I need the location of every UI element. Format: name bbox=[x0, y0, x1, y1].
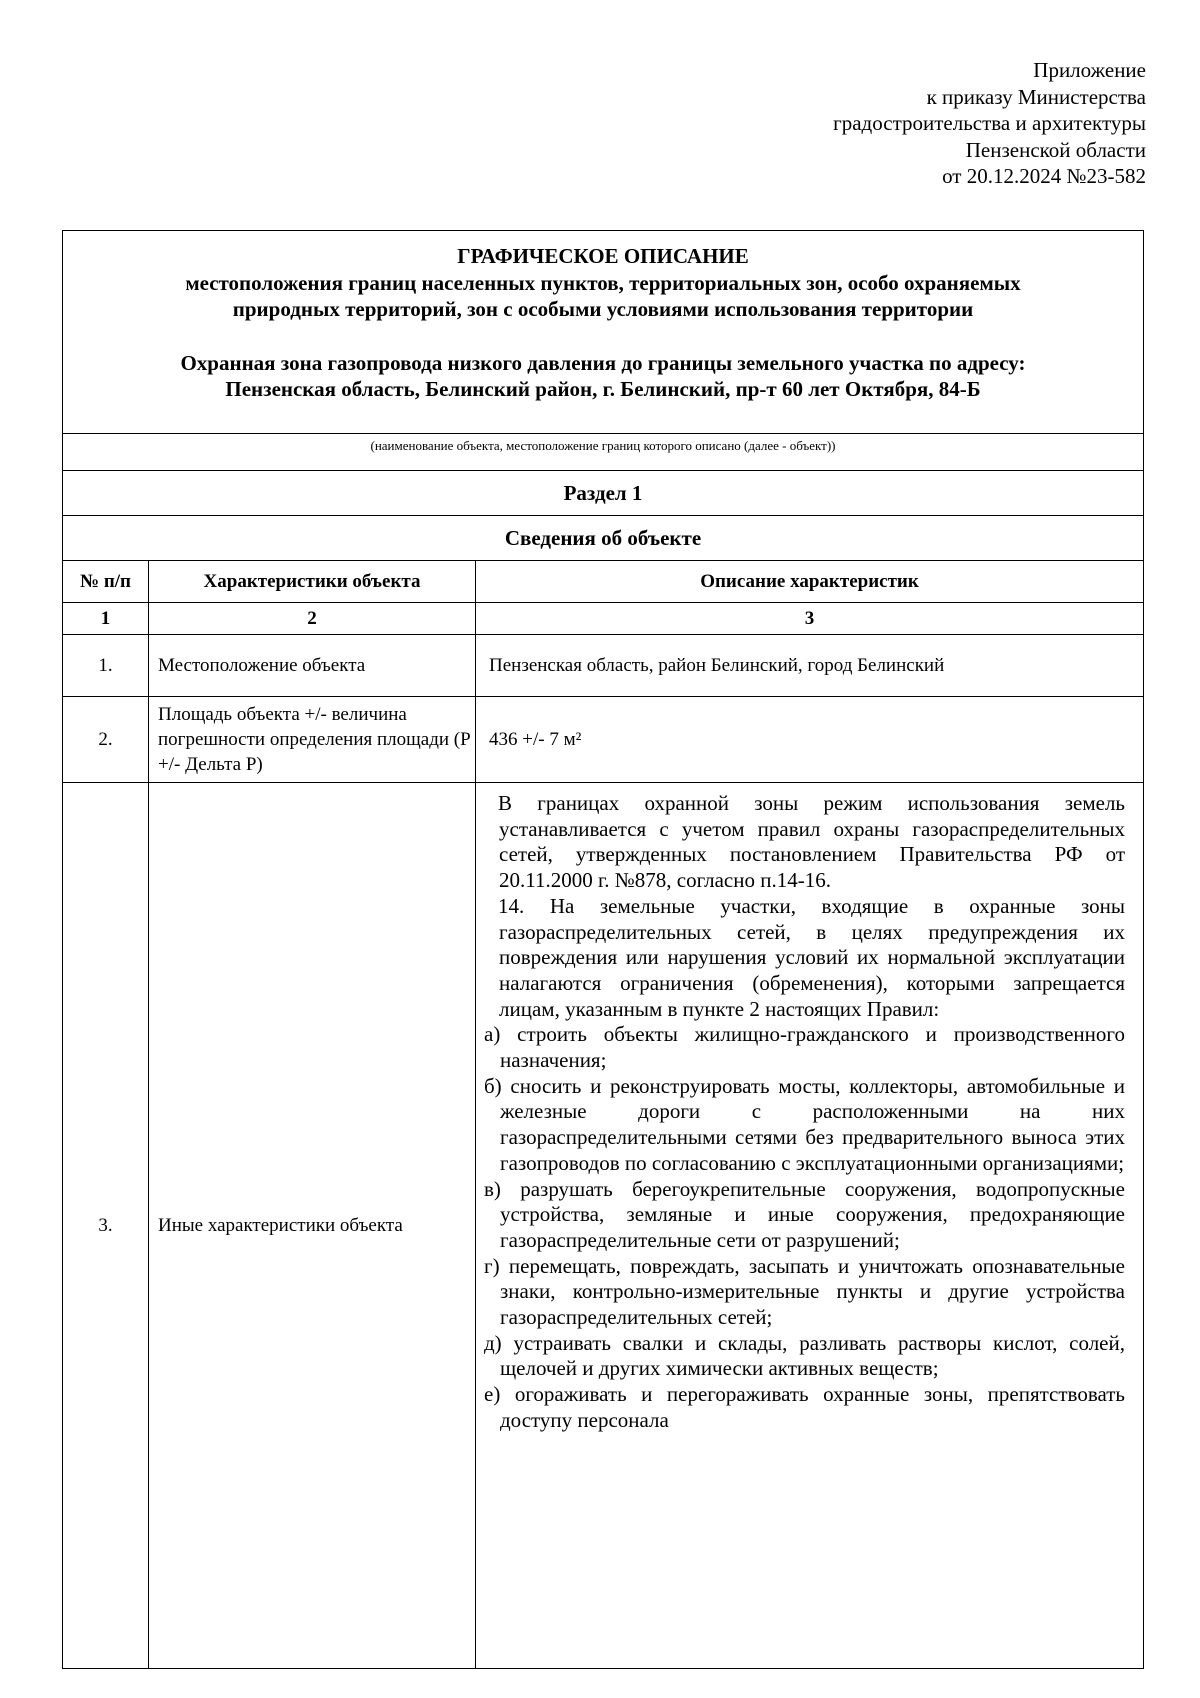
row-number: 1. bbox=[63, 635, 149, 696]
column-number: 3 bbox=[804, 607, 815, 629]
document-title-block bbox=[63, 231, 1143, 323]
row-number: 3. bbox=[63, 783, 149, 1668]
row-characteristic: Площадь объекта +/- величина погрешности определения площади (Р +/- Дельта Р) bbox=[149, 697, 476, 782]
table-row bbox=[63, 635, 1143, 697]
row-characteristic: Иные характеристики объекта bbox=[149, 783, 476, 1668]
section-title: Раздел 1 bbox=[63, 471, 1143, 516]
description-paragraph: 14. На земельные участки, входящие в охранные зоны газораспределительных сетей, в целях предупреждения их повреждения или нарушения условий их нормальной эксплуатации налагаются ограничения (обременения), которыми запрещается лицам, указанным в пункте 2 настоящих Правил: bbox=[498, 893, 1125, 1021]
appendix-line: Пензенской области bbox=[965, 137, 1146, 162]
row-characteristic: Местоположение объекта bbox=[149, 635, 476, 696]
column-number: 1 bbox=[63, 603, 149, 634]
appendix-line: градостроительства и архитектуры bbox=[833, 111, 1146, 135]
object-caption: (наименование объекта, местоположение границ которого описано (далее - объект)) bbox=[63, 434, 1143, 471]
column-header-description: Описание характеристик bbox=[700, 570, 919, 592]
characteristics-table bbox=[63, 561, 1143, 1668]
column-header-characteristic: Характеристики объекта bbox=[149, 561, 476, 602]
document-subtitle-line: природных территорий, зон с особыми условиями использования территории bbox=[232, 297, 974, 321]
document-subtitle-line: местоположения границ населенных пунктов, территориальных зон, особо охраняемых bbox=[185, 270, 1021, 295]
row-description: Пензенская область, район Белинский, город Белинский bbox=[489, 655, 945, 676]
restriction-item: в) разрушать берегоукрепительные сооружения, водопропускные устройства, земляные и иные сооружения, предохраняющие газораспределительные сети от разрушений; bbox=[484, 1176, 1125, 1252]
table-row bbox=[63, 697, 1143, 783]
object-name-line: Охранная зона газопровода низкого давления до границы земельного участка по адресу: bbox=[180, 350, 1026, 375]
row-description bbox=[476, 783, 1143, 1668]
table-header-row bbox=[63, 561, 1143, 603]
column-header-number: № п/п bbox=[63, 561, 149, 602]
appendix-line: от 20.12.2024 №23-582 bbox=[942, 164, 1146, 188]
object-name-block bbox=[63, 350, 1143, 403]
restriction-item: е) огораживать и перегораживать охранные зоны, препятствовать доступу персонала bbox=[484, 1382, 1125, 1432]
object-name-line: Пензенская область, Белинский район, г. Белинский, пр-т 60 лет Октября, 84-Б bbox=[225, 377, 981, 401]
restriction-item: а) строить объекты жилищно-гражданского и производственного назначения; bbox=[484, 1022, 1125, 1073]
document-frame bbox=[62, 230, 1144, 1669]
row-description: 436 +/- 7 м² bbox=[489, 729, 582, 750]
document-header bbox=[63, 231, 1143, 434]
restriction-item: г) перемещать, повреждать, засыпать и уничтожать опознавательные знаки, контрольно-измерительные пункты и другие устройства газораспределительных сетей; bbox=[484, 1253, 1125, 1330]
restriction-item: б) сносить и реконструировать мосты, коллекторы, автомобильные и железные дороги с расположенными на них газораспределительными сетями без предварительного выноса этих газопроводов по согласованию с эксплуатационными организациями; bbox=[484, 1073, 1125, 1175]
column-number: 2 bbox=[149, 603, 476, 634]
section-subtitle: Сведения об объекте bbox=[63, 516, 1143, 561]
document-title: ГРАФИЧЕСКОЕ ОПИСАНИЕ bbox=[457, 244, 749, 268]
row-number: 2. bbox=[63, 697, 149, 782]
table-row bbox=[63, 783, 1143, 1668]
appendix-line: Приложение bbox=[1033, 58, 1146, 82]
restriction-item: д) устраивать свалки и склады, разливать растворы кислот, солей, щелочей и других химически активных веществ; bbox=[484, 1330, 1125, 1381]
appendix-line: к приказу Министерства bbox=[926, 84, 1146, 109]
description-paragraph: В границах охранной зоны режим использования земель устанавливается с учетом правил охраны газораспределительных сетей, утвержденных постановлением Правительства РФ от 20.11.2000 г. №878, согласно п.14-16. bbox=[498, 791, 1125, 893]
table-column-numbers-row bbox=[63, 603, 1143, 635]
appendix-block bbox=[526, 57, 1146, 190]
